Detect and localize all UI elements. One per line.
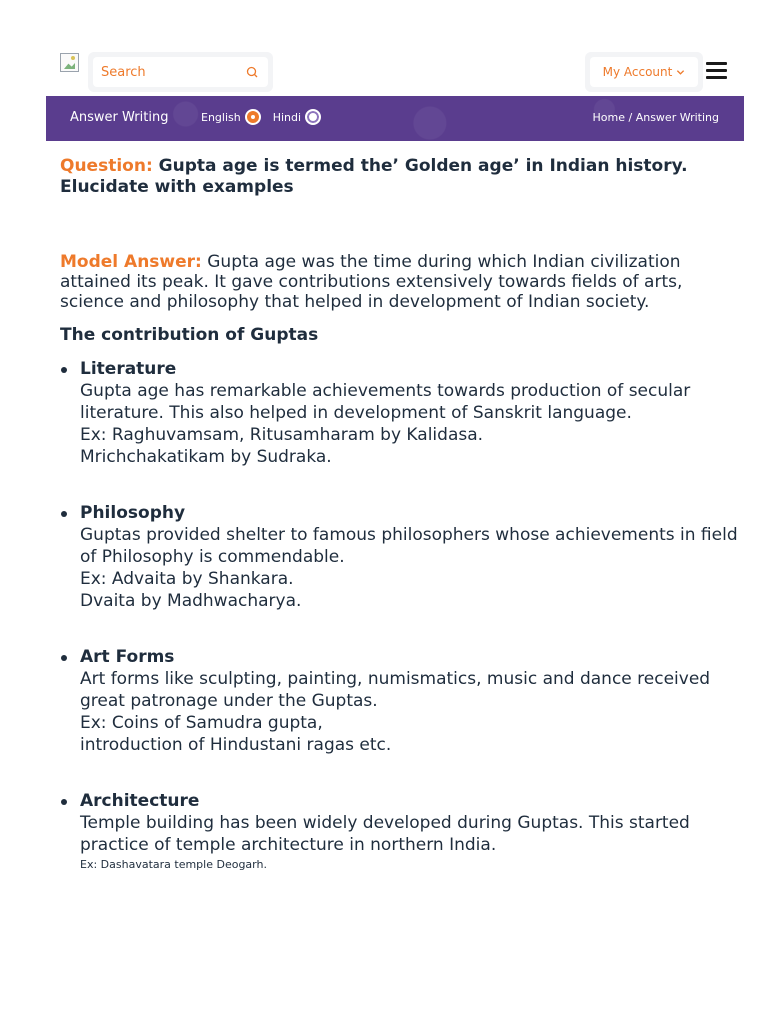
list-item-line: Ex: Coins of Samudra gupta, [80,713,323,733]
question-prefix: Question: [60,156,153,176]
list-item-line: Ex: Raghuvamsam, Ritusamharam by Kalidasa. [80,425,484,445]
site-header [0,0,768,96]
chevron-down-icon [676,68,685,77]
page-title: Answer Writing [70,110,169,125]
list-item-line: Ex: Advaita by Shankara. [80,569,294,589]
list-item-line: Mrichchakatikam by Sudraka. [80,447,332,467]
answer-prefix: Model Answer: [60,252,202,272]
list-item-title: Art Forms [80,647,175,667]
list-item-line: Art forms like sculpting, painting, numismatics, music and dance received great patronage under the Guptas. [80,669,711,711]
list-item-line: Guptas provided shelter to famous philosophers whose achievements in field of Philosophy is commendable. [80,525,738,567]
contribution-list [60,358,740,874]
page-banner [46,96,744,141]
hamburger-menu-icon[interactable] [706,62,728,80]
account-container [585,52,703,92]
list-item-title: Architecture [80,791,200,811]
question [60,156,740,198]
list-item-line: Temple building has been widely developed during Guptas. This started practice of temple architecture in northern India. [80,813,690,855]
language-toggle [201,109,333,125]
search-input[interactable] [101,57,241,87]
my-account-label: My Account [602,65,673,79]
list-item-line: introduction of Hindustani ragas etc. [80,735,392,755]
list-item-small-line: Ex: Dashavatara temple Deogarh. [80,858,267,871]
search-icon[interactable] [246,66,258,78]
list-item [60,502,740,612]
my-account-button[interactable] [590,57,698,87]
list-item [60,790,740,874]
list-item-line: Dvaita by Madhwacharya. [80,591,302,611]
language-label-english: English [201,110,241,124]
breadcrumb-home-link[interactable]: Home [592,111,625,124]
search-container [88,52,273,92]
list-item-title: Literature [80,359,177,379]
breadcrumb-current: Answer Writing [635,111,719,124]
answer-text: Gupta age was the time during which Indian civilization attained its peak. It gave contributions extensively towards fields of arts, science and philosophy that helped in development of Indian society. [60,252,683,312]
language-radio-english[interactable] [245,109,261,125]
contribution-heading: The contribution of Guptas [60,325,319,345]
list-item [60,358,740,468]
model-answer [60,252,740,312]
language-radio-hindi[interactable] [305,109,321,125]
list-item-title: Philosophy [80,503,186,523]
language-label-hindi: Hindi [272,110,302,124]
breadcrumb-separator: / [628,111,633,124]
site-logo-broken-image[interactable] [60,53,79,72]
question-text: Gupta age is termed the’ Golden age’ in Indian history. Elucidate with examples [60,156,688,197]
list-item [60,646,740,756]
breadcrumb [593,111,720,124]
search-box [93,57,268,87]
main-content [60,156,740,908]
list-item-line: Gupta age has remarkable achievements towards production of secular literature. This also helped in development of Sanskrit language. [80,381,691,423]
